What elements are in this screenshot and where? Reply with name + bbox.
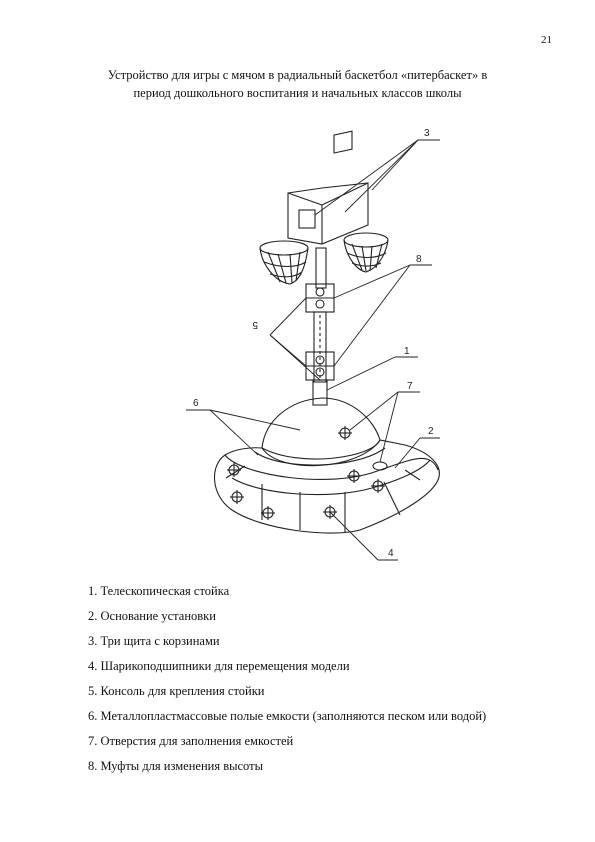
- legend-item: 2. Основание установки: [88, 609, 216, 623]
- callout-6: 6: [193, 398, 199, 409]
- page-title: [90, 66, 505, 102]
- bearing-markers: [227, 462, 387, 520]
- legend-list: [88, 582, 486, 782]
- device-drawing: [160, 112, 460, 572]
- callout-4: 4: [388, 548, 394, 559]
- callout-1: 1: [404, 346, 410, 357]
- legend-item: 3. Три щита с корзинами: [88, 634, 220, 648]
- height-couplings: [306, 284, 334, 380]
- backboards: [288, 131, 368, 244]
- legend-item: 8. Муфты для изменения высоты: [88, 759, 263, 773]
- callout-8: 8: [416, 254, 422, 265]
- title-line-2: период дошкольного воспитания и начальных классов школы: [133, 86, 462, 100]
- legend-item: 4. Шарикоподшипники для перемещения модели: [88, 659, 350, 673]
- callout-3: 3: [424, 128, 430, 139]
- basket-left: [260, 241, 308, 284]
- legend-item: 5. Консоль для крепления стойки: [88, 684, 265, 698]
- dome-hole: [338, 426, 352, 440]
- callout-7: 7: [407, 381, 413, 392]
- dome-container: [262, 398, 380, 459]
- callout-5: 5: [252, 319, 258, 330]
- base-platform: [215, 440, 440, 533]
- basket-right: [344, 233, 388, 272]
- callout-lines: [186, 140, 440, 560]
- base-segments: [226, 466, 420, 532]
- telescopic-pole: [313, 248, 327, 405]
- title-line-1: Устройство для игры с мячом в радиальный баскетбол «питербаскет» в: [107, 68, 488, 82]
- legend-item: 1. Телескопическая стойка: [88, 584, 230, 598]
- callout-2: 2: [428, 426, 434, 437]
- legend-item: 7. Отверстия для заполнения емкостей: [88, 734, 294, 748]
- legend-item: 6. Металлопластмассовые полые емкости (заполняются песком или водой): [88, 709, 487, 723]
- page-number: 21: [541, 34, 552, 46]
